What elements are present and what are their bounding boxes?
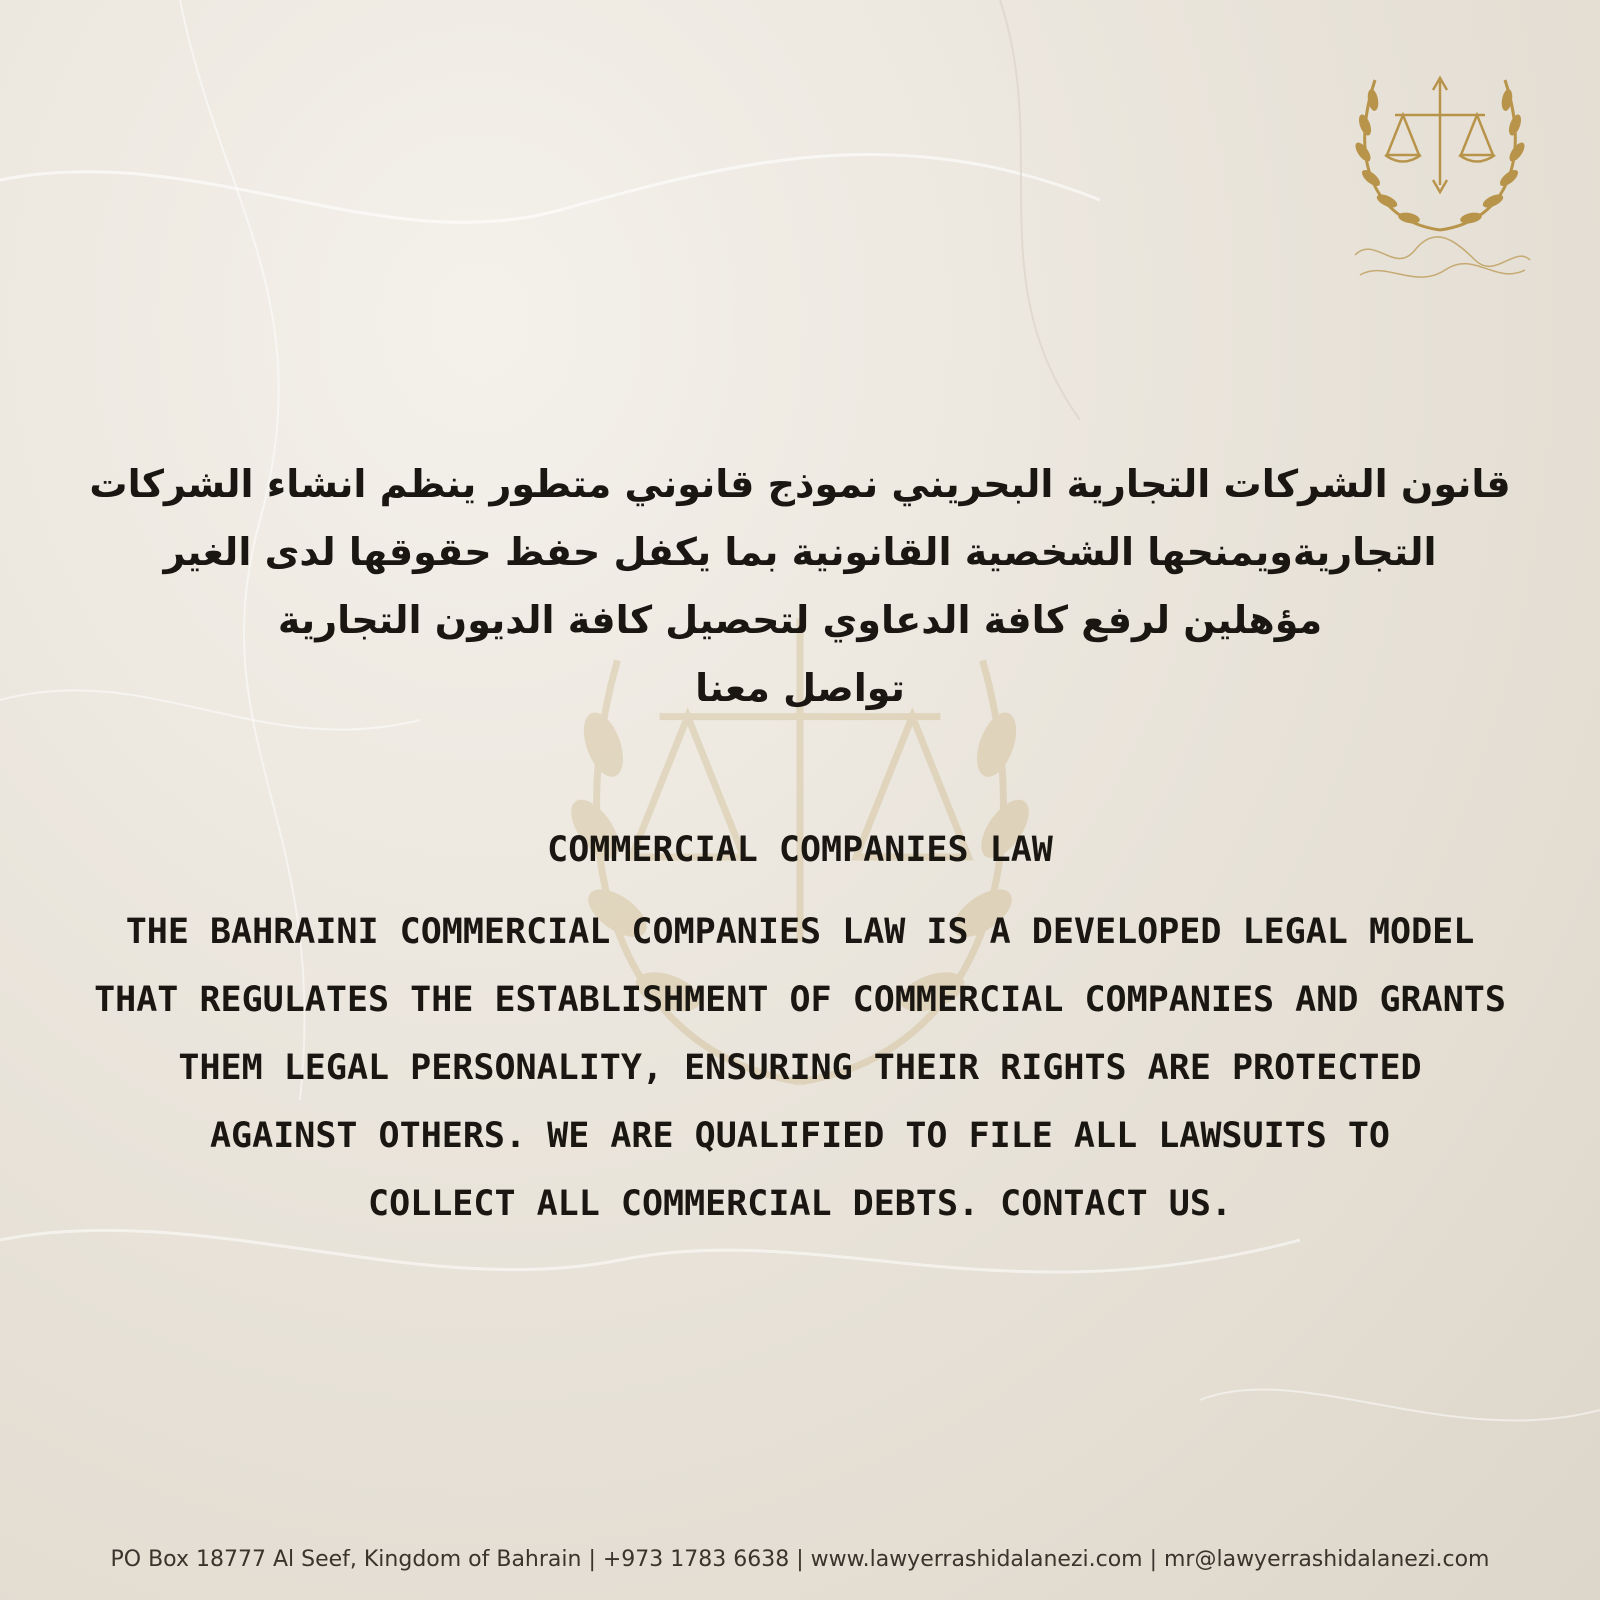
english-text-block [0, 828, 1600, 1238]
arabic-line-2: التجاريةويمنحها الشخصية القانونية بما يكفل حفظ حقوقها لدى الغير [163, 530, 1437, 574]
arabic-line-4: تواصل معنا [695, 666, 905, 710]
english-line-1: THE BAHRAINI COMMERCIAL COMPANIES LAW IS A DEVELOPED LEGAL MODEL [125, 912, 1475, 952]
arabic-text-block [0, 450, 1600, 722]
footer-contact: PO Box 18777 Al Seef, Kingdom of Bahrain | +973 1783 6638 | www.lawyerrashidalanezi.com | mr@lawyerrashidalanezi.com [110, 1547, 1490, 1572]
english-heading: COMMERCIAL COMPANIES LAW [547, 830, 1053, 870]
arabic-line-1: قانون الشركات التجارية البحريني نموذج قانوني متطور ينظم انشاء الشركات [89, 462, 1511, 506]
english-line-3: THEM LEGAL PERSONALITY, ENSURING THEIR RIGHTS ARE PROTECTED [178, 1048, 1422, 1088]
english-line-2: THAT REGULATES THE ESTABLISHMENT OF COMMERCIAL COMPANIES AND GRANTS [94, 980, 1506, 1020]
scales-of-justice-logo-icon [1345, 60, 1535, 295]
arabic-line-3: مؤهلين لرفع كافة الدعاوي لتحصيل كافة الديون التجارية [277, 598, 1323, 642]
english-line-4: AGAINST OTHERS. WE ARE QUALIFIED TO FILE ALL LAWSUITS TO [209, 1116, 1391, 1156]
english-line-5: COLLECT ALL COMMERCIAL DEBTS. CONTACT US. [368, 1184, 1232, 1224]
